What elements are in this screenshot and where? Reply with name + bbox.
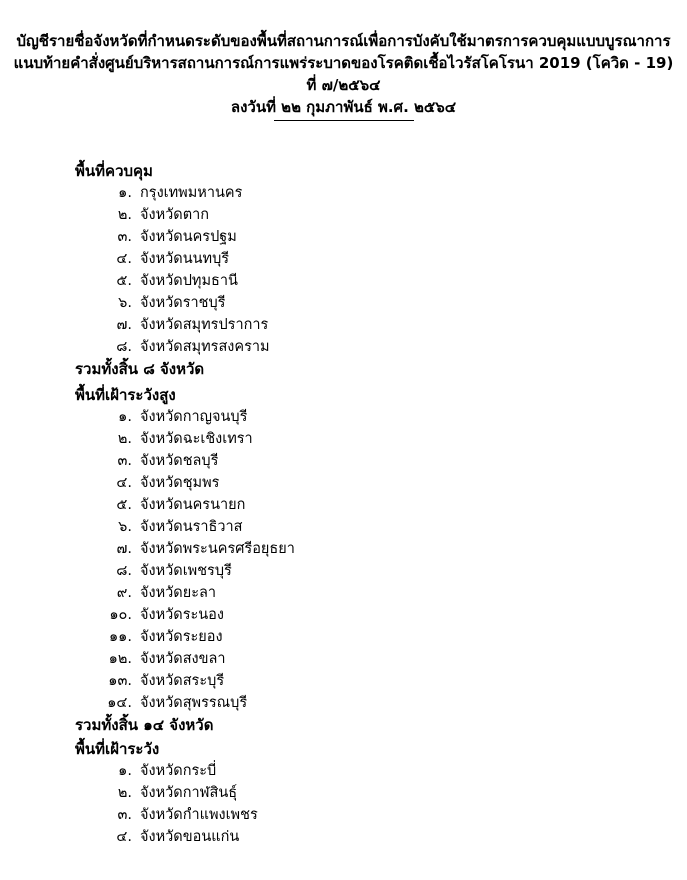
item-number: ๔. — [116, 829, 132, 845]
item-label: จังหวัดสระบุรี — [140, 673, 225, 689]
document-body — [75, 158, 655, 848]
item-number: ๑. — [118, 409, 132, 425]
section-high-surveillance-area — [75, 384, 655, 736]
item-label: จังหวัดฉะเชิงเทรา — [140, 431, 253, 447]
item-number: ๒. — [117, 207, 132, 223]
item-label: จังหวัดกาญจนบุรี — [140, 409, 248, 425]
list-item — [75, 248, 655, 270]
item-label: จังหวัดนครนายก — [140, 497, 246, 513]
item-label: จังหวัดปทุมธานี — [140, 273, 238, 289]
item-number: ๗. — [116, 541, 132, 557]
item-number: ๗. — [116, 317, 132, 333]
section-title: พื้นที่ควบคุม — [75, 162, 153, 180]
item-number: ๓. — [117, 453, 132, 469]
item-number: ๔. — [116, 475, 132, 491]
list-item — [75, 314, 655, 336]
item-number: ๑๑. — [108, 629, 132, 645]
list-item — [75, 692, 655, 714]
item-label: จังหวัดตาก — [140, 207, 210, 223]
item-label: จังหวัดสงขลา — [140, 651, 226, 667]
list-item — [75, 670, 655, 692]
list-item — [75, 336, 655, 358]
order-date: ลงวันที่ ๒๒ กุมภาพันธ์ พ.ศ. ๒๕๖๔ — [230, 98, 457, 116]
list-item — [75, 428, 655, 450]
list-item — [75, 516, 655, 538]
item-number: ๑. — [118, 185, 132, 201]
item-number: ๓. — [117, 807, 132, 823]
list-item — [75, 182, 655, 204]
item-label: จังหวัดขอนแก่น — [140, 829, 240, 845]
list-item — [75, 538, 655, 560]
section-surveillance-area — [75, 738, 655, 848]
item-label: จังหวัดนราธิวาส — [140, 519, 243, 535]
list-item — [75, 648, 655, 670]
item-label: จังหวัดกำแพงเพชร — [140, 807, 258, 823]
list-item — [75, 406, 655, 428]
item-number: ๘. — [116, 339, 132, 355]
item-label: จังหวัดเพชรบุรี — [140, 563, 232, 579]
section-title: พื้นที่เฝ้าระวังสูง — [75, 386, 176, 404]
item-label: จังหวัดราชบุรี — [140, 295, 226, 311]
item-number: ๑๐. — [109, 607, 132, 623]
item-number: ๔. — [116, 251, 132, 267]
item-label: จังหวัดชุมพร — [140, 475, 220, 491]
item-number: ๙. — [116, 585, 132, 601]
list-item — [75, 292, 655, 314]
list-item — [75, 204, 655, 226]
item-label: จังหวัดนครปฐม — [140, 229, 237, 245]
list-item — [75, 494, 655, 516]
section-title: พื้นที่เฝ้าระวัง — [75, 740, 160, 758]
item-label: จังหวัดระยอง — [140, 629, 223, 645]
item-label: จังหวัดยะลา — [140, 585, 217, 601]
section-total: รวมทั้งสิ้น ๘ จังหวัด — [75, 360, 205, 378]
list-item — [75, 760, 655, 782]
header-title-line-2: แนบท้ายคำสั่งศูนย์บริหารสถานการณ์การแพร่ระบาดของโรคติดเชื้อไวรัสโคโรนา 2019 (โควิด - 19) — [13, 54, 674, 72]
list-item — [75, 804, 655, 826]
header-title-line-1: บัญชีรายชื่อจังหวัดที่กำหนดระดับของพื้นที่สถานการณ์เพื่อการบังคับใช้มาตรการควบคุมแบบบูรณาการ — [16, 32, 671, 50]
list-item — [75, 826, 655, 848]
item-label: จังหวัดชลบุรี — [140, 453, 219, 469]
list-item — [75, 626, 655, 648]
item-number: ๑๓. — [108, 673, 132, 689]
item-label: จังหวัดกาฬสินธุ์ — [140, 785, 238, 801]
item-label: กรุงเทพมหานคร — [140, 185, 243, 201]
list-item — [75, 604, 655, 626]
item-number: ๑๒. — [108, 651, 132, 667]
item-label: จังหวัดกระบี่ — [140, 763, 217, 779]
document-header — [0, 30, 687, 121]
list-item — [75, 226, 655, 248]
list-item — [75, 472, 655, 494]
item-number: ๕. — [116, 273, 132, 289]
item-label: จังหวัดนนทบุรี — [140, 251, 230, 267]
item-label: จังหวัดสมุทรสงคราม — [140, 339, 270, 355]
item-number: ๘. — [116, 563, 132, 579]
item-number: ๑. — [118, 763, 132, 779]
item-label: จังหวัดสุพรรณบุรี — [140, 695, 248, 711]
item-number: ๑๔. — [107, 695, 132, 711]
item-number: ๕. — [116, 497, 132, 513]
item-label: จังหวัดพระนครศรีอยุธยา — [140, 541, 295, 557]
item-number: ๖. — [118, 519, 132, 535]
item-number: ๖. — [118, 295, 132, 311]
list-item — [75, 450, 655, 472]
item-number: ๒. — [117, 785, 132, 801]
item-label: จังหวัดระนอง — [140, 607, 224, 623]
order-number: ที่ ๗/๒๕๖๔ — [306, 76, 381, 94]
item-number: ๒. — [117, 431, 132, 447]
list-item — [75, 270, 655, 292]
list-item — [75, 560, 655, 582]
item-label: จังหวัดสมุทรปราการ — [140, 317, 269, 333]
section-total: รวมทั้งสิ้น ๑๔ จังหวัด — [75, 716, 214, 734]
list-item — [75, 782, 655, 804]
header-underline — [274, 120, 414, 121]
section-control-area — [75, 160, 655, 380]
item-number: ๓. — [117, 229, 132, 245]
list-item — [75, 582, 655, 604]
